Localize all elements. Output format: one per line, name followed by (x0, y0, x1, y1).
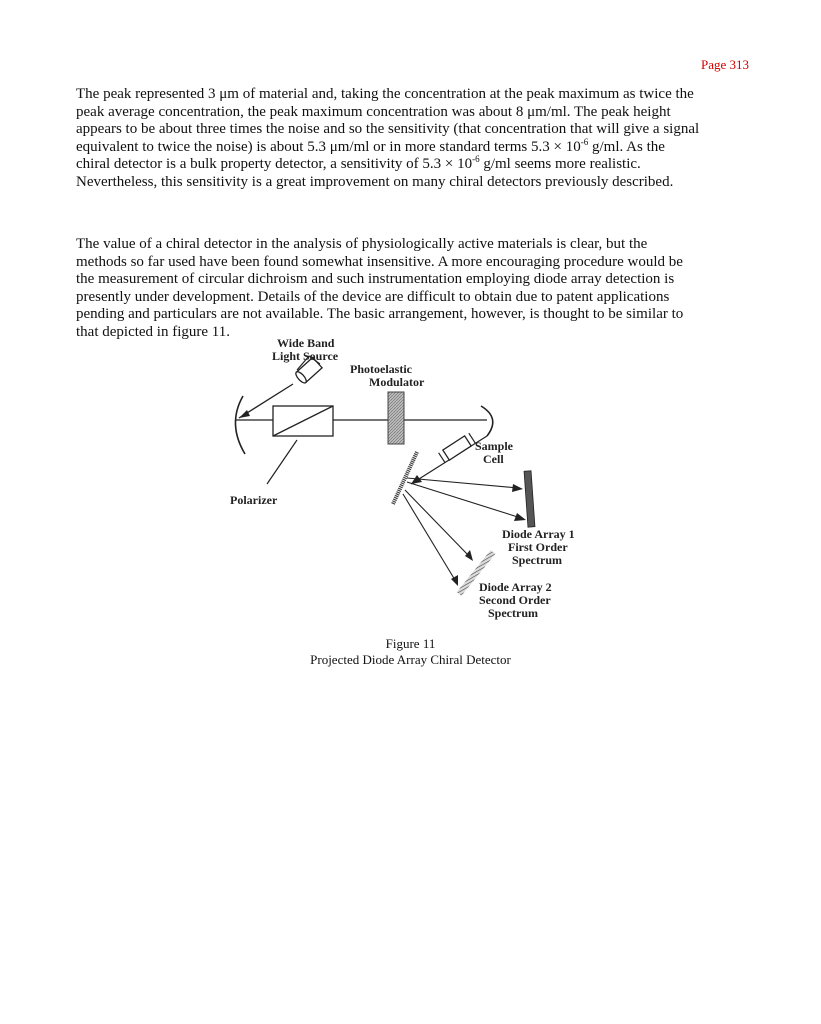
label-diode-array-1: Diode Array 1 (502, 527, 575, 541)
paragraph-2 (76, 236, 748, 342)
ray-2 (407, 482, 521, 518)
paragraph-1-line-3: appears to be about three times the noise and so the sensitivity (that concentration that will give a signal (76, 121, 700, 138)
page-number: Page 313 (700, 57, 749, 72)
right-mirror-icon (481, 406, 493, 436)
label-spectrum-1: Spectrum (512, 553, 562, 567)
ray-2-arrow (514, 513, 526, 521)
paragraph-1-line-4: equivalent to twice the noise) is about 5.3 μm/ml or in more standard terms 5.3 × 10 (76, 138, 581, 155)
label-cell: Cell (483, 452, 504, 466)
figure-caption-title: Figure 11 (385, 636, 436, 651)
label-wide-band: Wide Band (277, 336, 335, 350)
ray-1 (407, 478, 518, 488)
photoelastic-modulator-icon (388, 392, 404, 444)
label-modulator: Modulator (369, 375, 425, 389)
paragraph-1-line-1: The peak represented 3 μm of material and, taking the concentration at the peak maximum as twice the (76, 86, 694, 102)
exponent: -6 (580, 136, 589, 147)
paragraph-2-line-3: the measurement of circular dichroism and such instrumentation employing diode array detection is (76, 271, 675, 288)
source-beam-arrow (239, 410, 250, 418)
paragraph-1-line-2: peak average concentration, the peak maximum concentration was about 8 μm/ml. The peak height (76, 103, 671, 120)
label-photoelastic: Photoelastic (350, 362, 412, 376)
label-polarizer: Polarizer (230, 493, 278, 507)
paragraph-1 (76, 86, 748, 192)
figure-11-diagram (225, 332, 595, 627)
label-light-source: Light Source (272, 349, 339, 363)
label-diode-array-2: Diode Array 2 (479, 580, 552, 594)
label-sample: Sample (475, 439, 514, 453)
label-first-order: First Order (508, 540, 568, 554)
paragraph-1-line-5: chiral detector is a bulk property detector, a sensitivity of 5.3 × 10 (76, 156, 473, 173)
ray-3-arrow (465, 550, 473, 561)
ray-4 (403, 494, 455, 580)
paragraph-1-line-6: Nevertheless, this sensitivity is a great improvement on many chiral detectors previously described. (76, 173, 674, 190)
paragraph-2-line-5: pending and particulars are not available. The basic arrangement, however, is thought to be similar to (76, 306, 684, 323)
paragraph-2-line-1: The value of a chiral detector in the analysis of physiologically active materials is clear, but the (76, 236, 648, 252)
diffraction-grating-icon (393, 452, 417, 504)
figure-caption-text: Projected Diode Array Chiral Detector (310, 652, 511, 667)
label-spectrum-2: Spectrum (488, 606, 538, 620)
paragraph-2-line-6: that depicted in figure 11. (76, 323, 230, 340)
paragraph-1-line-5-end: g/ml seems more realistic. (479, 156, 641, 173)
sample-cell-icon (439, 433, 476, 463)
paragraph-2-line-2: methods so far used have been found somewhat insensitive. A more encouraging procedure would be (76, 253, 683, 270)
ray-3 (405, 490, 469, 556)
ray-1-arrow (512, 484, 523, 492)
ray-4-arrow (451, 575, 458, 586)
diode-array-1-icon (524, 471, 535, 527)
label-second-order: Second Order (479, 593, 551, 607)
polarizer-pointer (267, 440, 297, 484)
exponent: -6 (472, 154, 480, 165)
paragraph-2-line-4: presently under development. Details of the device are difficult to obtain due to patent applications (76, 288, 670, 305)
left-mirror-icon (235, 396, 245, 454)
paragraph-1-line-4-end: g/ml. As the (588, 138, 665, 155)
